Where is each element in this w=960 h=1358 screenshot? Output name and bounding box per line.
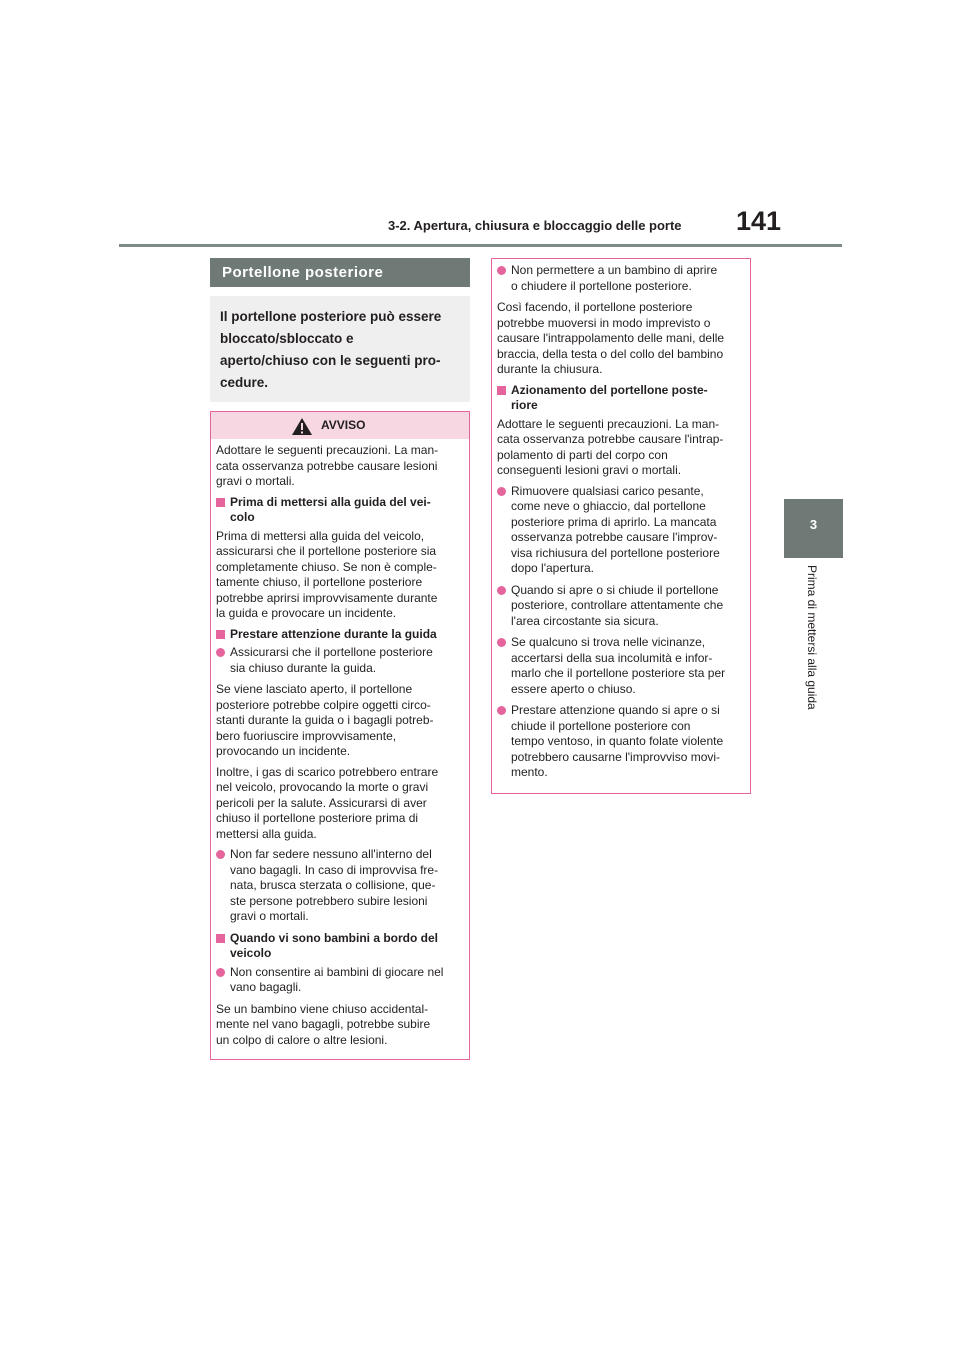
text-line: stanti durante la guida o i bagagli potreb-	[216, 713, 434, 727]
square-bullet-icon	[216, 498, 225, 507]
right-column	[491, 258, 751, 794]
text-line: dopo l'apertura.	[511, 561, 595, 575]
text-line: ste persone potrebbero subire lesioni	[230, 893, 428, 908]
text-line: come neve o ghiaccio, dal portellone	[511, 499, 706, 513]
left-column	[210, 258, 470, 1060]
warning-title: AVVISO	[321, 418, 366, 432]
running-header: 3-2. Apertura, chiusura e bloccaggio delle porte	[388, 218, 682, 233]
text-line: Inoltre, i gas di scarico potrebbero entrare	[216, 764, 439, 779]
text-line: colo	[230, 510, 255, 524]
text-line: tamente chiuso, il portellone posteriore	[216, 575, 423, 589]
text-line: veicolo	[230, 946, 272, 960]
paragraph	[216, 443, 463, 490]
paragraph	[216, 529, 463, 622]
text-line: nel veicolo, provocando la morte o gravi	[216, 780, 429, 794]
text-line: Prestare attenzione quando si apre o si	[511, 703, 720, 717]
text-line: gravi o mortali.	[230, 909, 309, 923]
text-line: osservanza potrebbe causare l'improv-	[511, 530, 718, 544]
square-bullet-icon	[497, 386, 506, 395]
subheading	[216, 495, 463, 526]
text-line: visa richiusura del portellone posteriore	[511, 545, 720, 560]
text-line: Non permettere a un bambino di aprire	[511, 263, 718, 277]
circle-bullet-icon	[497, 586, 506, 595]
text-line: cata osservanza potrebbe causare l'intrap-	[497, 432, 724, 446]
circle-bullet-icon	[216, 850, 225, 859]
circle-bullet-icon	[216, 648, 225, 657]
chapter-tab	[784, 499, 843, 558]
text-line: causare l'intrappolamento delle mani, delle	[497, 331, 725, 345]
intro-line: bloccato/sbloccato e	[220, 331, 354, 346]
intro-line: aperto/chiuso con le seguenti pro-	[220, 353, 441, 368]
text-line: riore	[511, 398, 538, 412]
text-line: accertarsi della sua incolumità e infor-	[511, 650, 713, 665]
header-rule	[119, 244, 842, 247]
bullet-item	[216, 847, 463, 925]
text-line: Se viene lasciato aperto, il portellone	[216, 682, 413, 696]
bullet-item	[497, 263, 744, 294]
text-line: Prima di mettersi alla guida del veicolo,	[216, 528, 425, 543]
text-line: essere aperto o chiuso.	[511, 681, 636, 696]
text-line: mettersi alla guida.	[216, 826, 317, 841]
warning-box	[210, 411, 470, 1060]
text-line: Prima di mettersi alla guida del vei-	[230, 494, 431, 509]
text-line: chiude il portellone posteriore con	[511, 718, 691, 733]
circle-bullet-icon	[497, 266, 506, 275]
chapter-label: Prima di mettersi alla guida	[805, 565, 819, 710]
paragraph	[216, 765, 463, 843]
paragraph	[216, 1002, 463, 1049]
text-line: Se qualcuno si trova nelle vicinanze,	[511, 635, 706, 649]
bullet-item	[497, 583, 744, 630]
text-line: polamento di parti del corpo con	[497, 447, 668, 462]
text-line: Quando si apre o si chiude il portellone	[511, 582, 719, 597]
text-line: la guida e provocare un incidente.	[216, 606, 397, 620]
text-line: Azionamento del portellone poste-	[511, 382, 708, 397]
text-line: Assicurarsi che il portellone posteriore	[230, 645, 433, 659]
bullet-item	[497, 484, 744, 577]
text-line: mento.	[511, 765, 548, 779]
text-line: potrebbero causarne l'improvviso movi-	[511, 749, 721, 764]
text-line: chiuso il portellone posteriore prima di	[216, 811, 419, 825]
text-line: vano bagagli. In caso di improvvisa fre-	[230, 862, 439, 877]
text-line: Se un bambino viene chiuso accidental-	[216, 1001, 429, 1016]
text-line: potrebbe muoversi in modo imprevisto o	[497, 315, 711, 330]
text-line: bero fuoriuscire improvvisamente,	[216, 728, 397, 743]
text-line: conseguenti lesioni gravi o mortali.	[497, 463, 682, 477]
text-line: tempo ventoso, in quanto folate violente	[511, 734, 724, 748]
text-line: Adottare le seguenti precauzioni. La man-	[216, 443, 439, 457]
square-bullet-icon	[216, 630, 225, 639]
text-line: Non consentire ai bambini di giocare nel	[230, 964, 444, 979]
circle-bullet-icon	[497, 706, 506, 715]
subheading	[216, 627, 463, 643]
text-line: posteriore prima di aprirlo. La mancata	[511, 514, 717, 529]
intro-line: Il portellone posteriore può essere	[220, 309, 442, 324]
text-line: o chiudere il portellone posteriore.	[511, 278, 692, 293]
bullet-item	[216, 645, 463, 676]
intro-line: cedure.	[220, 375, 269, 390]
text-line: Rimuovere qualsiasi carico pesante,	[511, 483, 704, 498]
text-line: mente nel vano bagagli, potrebbe subire	[216, 1017, 431, 1031]
chapter-number: 3	[809, 517, 818, 532]
text-line: l'area circostante sia sicura.	[511, 613, 659, 628]
page-number: 141	[736, 206, 782, 236]
text-line: Così facendo, il portellone posteriore	[497, 300, 693, 314]
subheading	[216, 931, 463, 962]
warning-body	[211, 439, 469, 1059]
paragraph	[497, 300, 744, 378]
text-line: posteriore, controllare attentamente che	[511, 598, 724, 612]
text-line: Prestare attenzione durante la guida	[230, 626, 437, 641]
bullet-item	[497, 703, 744, 781]
text-line: potrebbe aprirsi improvvisamente durante	[216, 590, 438, 605]
text-line: cata osservanza potrebbe causare lesioni	[216, 458, 438, 473]
text-line: provocando un incidente.	[216, 744, 351, 758]
text-line: sia chiuso durante la guida.	[230, 660, 377, 675]
bullet-item	[497, 635, 744, 697]
circle-bullet-icon	[216, 968, 225, 977]
text-line: vano bagagli.	[230, 980, 302, 994]
text-line: assicurarsi che il portellone posteriore sia	[216, 544, 437, 558]
warning-header	[211, 412, 469, 439]
circle-bullet-icon	[497, 638, 506, 647]
warning-body	[492, 259, 750, 793]
text-line: completamente chiuso. Se non è comple-	[216, 559, 437, 574]
text-line: marlo che il portellone posteriore sta per	[511, 666, 726, 680]
text-line: nata, brusca sterzata o collisione, que-	[230, 878, 436, 892]
section-title: Portellone posteriore	[210, 258, 470, 287]
paragraph	[216, 682, 463, 760]
text-line: posteriore potrebbe colpire oggetti circo-	[216, 697, 431, 712]
text-line: Adottare le seguenti precauzioni. La man-	[497, 416, 720, 431]
text-line: braccia, della testa o del collo del bambino	[497, 346, 724, 361]
warning-triangle-icon	[291, 417, 313, 436]
bullet-item	[216, 965, 463, 996]
intro-box	[210, 296, 470, 402]
warning-box-continued	[491, 258, 751, 794]
paragraph	[497, 417, 744, 479]
text-line: Quando vi sono bambini a bordo del	[230, 930, 439, 945]
text-line: gravi o mortali.	[216, 474, 295, 488]
text-line: Non far sedere nessuno all'interno del	[230, 847, 432, 861]
square-bullet-icon	[216, 934, 225, 943]
text-line: durante la chiusura.	[497, 362, 603, 376]
subheading	[497, 383, 744, 414]
text-line: un colpo di calore o altre lesioni.	[216, 1032, 388, 1047]
text-line: pericoli per la salute. Assicurarsi di aver	[216, 795, 427, 810]
circle-bullet-icon	[497, 487, 506, 496]
